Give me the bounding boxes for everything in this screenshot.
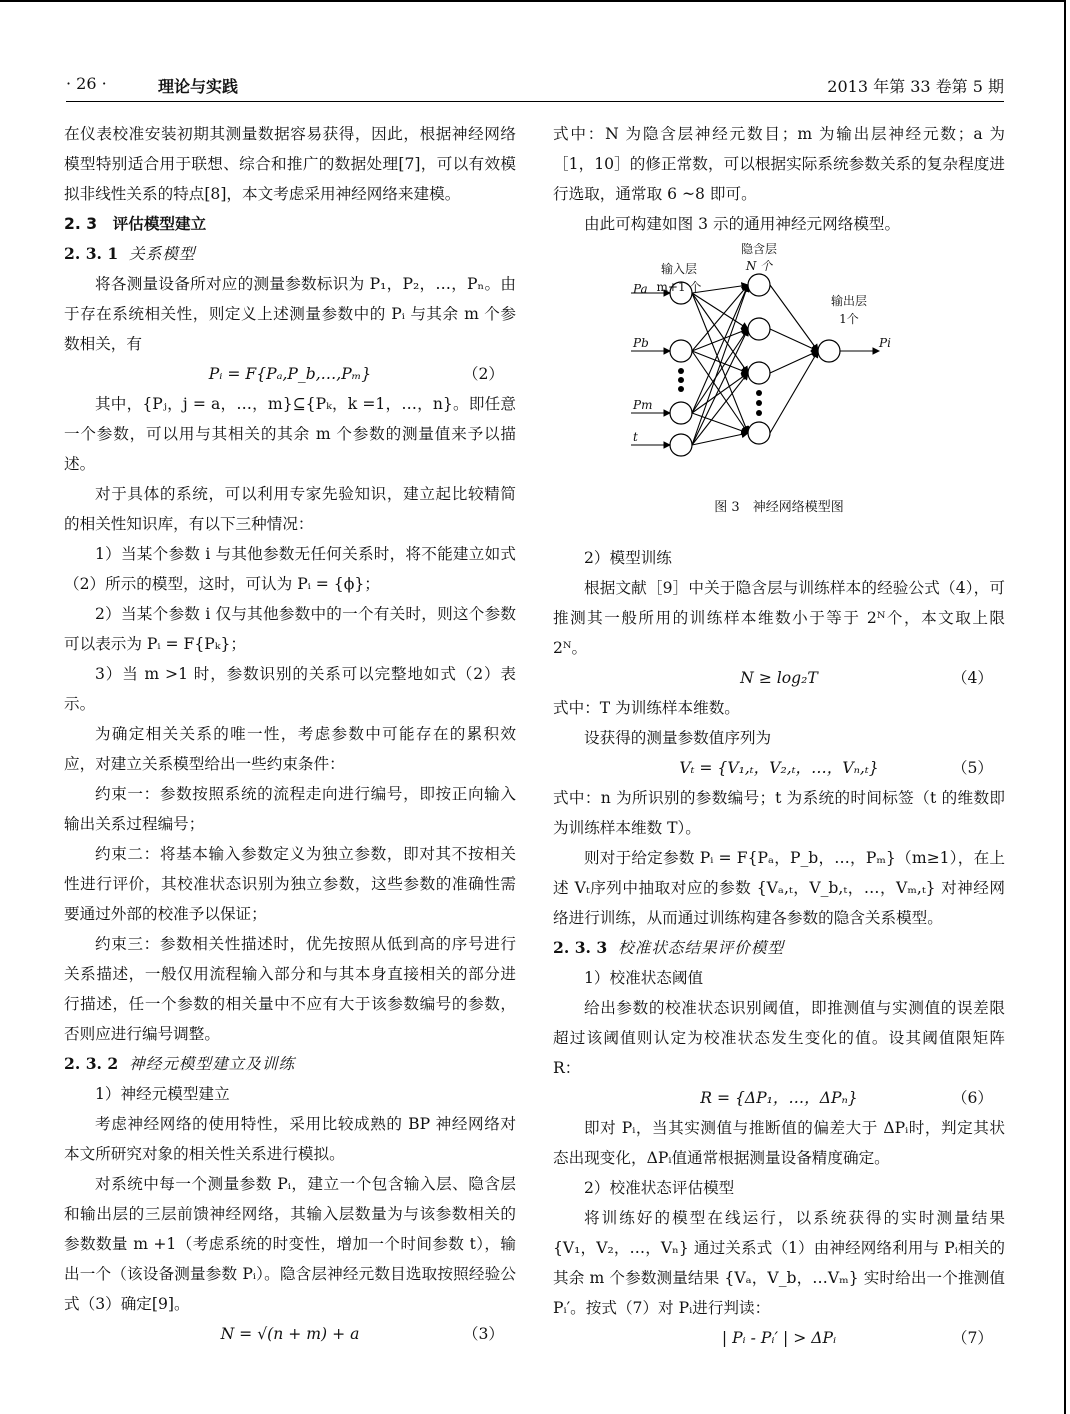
section-title: 神经元模型建立及训练 bbox=[129, 1055, 296, 1073]
constraint-item: 约束二：将基本输入参数定义为独立参数，即对其不按相关性进行评价，其校准状态识别为独立参数，这些参数的准确性需要通过外部的校准予以保证； bbox=[64, 845, 516, 923]
page-header bbox=[66, 74, 1004, 100]
section-heading-2-3-1 bbox=[64, 239, 516, 269]
input-neuron bbox=[670, 434, 692, 456]
hidden-neuron bbox=[748, 274, 770, 296]
paragraph: 式中：n 为所识别的参数编号；t 为系统的时间标签（t 的维数即为训练样本维数 T）。 bbox=[553, 789, 1005, 837]
equation-formula: N = √(n + m) + a bbox=[220, 1325, 360, 1343]
weight-edge bbox=[770, 351, 818, 373]
paragraph: 考虑神经网络的使用特性，采用比较成熟的 BP 神经网络对本文所研究对象的相关性关系进行模拟。 bbox=[64, 1115, 516, 1163]
input-pm-label: Pm bbox=[633, 398, 653, 412]
section-heading-2-3: 2. 3 评估模型建立 bbox=[64, 215, 207, 233]
paragraph: 为确定相关关系的唯一性，考虑参数中可能存在的累积效应，对建立关系模型给出一些约束条件： bbox=[64, 725, 516, 773]
equation-formula: Vₜ = {V₁,ₜ，V₂,ₜ，…，Vₙ,ₜ} bbox=[679, 759, 879, 777]
weight-edge bbox=[692, 413, 748, 433]
list-item: 2）当某个参数 i 仅与其他参数中的一个有关时，则这个参数可以表示为 Pᵢ = F{Pₖ}； bbox=[64, 605, 516, 653]
input-pb-label: Pb bbox=[633, 336, 649, 350]
section-heading-2-3-3 bbox=[553, 933, 1005, 963]
paragraph: 根据文献［9］中关于隐含层与训练样本的经验公式（4），可推测其一般所用的训练样本维数小于等于 2ᴺ个，本文取上限 2ᴺ。 bbox=[553, 579, 1005, 657]
input-neuron bbox=[670, 340, 692, 362]
constraint-item: 约束三：参数相关性描述时，优先按照从低到高的序号进行关系描述，一般仅用流程输入部分和与其本身直接相关的部分进行描述，任一个参数的相关量中不应有大于该参数编号的参数，否则应进行编号调整。 bbox=[64, 935, 516, 1043]
figure-3 bbox=[553, 243, 1005, 543]
ellipsis-dot bbox=[678, 368, 684, 374]
section-number: 2. 3. 3 bbox=[553, 938, 608, 957]
ellipsis-dot bbox=[756, 390, 762, 396]
issue-info: 2013 年第 33 卷第 5 期 bbox=[827, 77, 1004, 96]
hidden-neuron bbox=[748, 362, 770, 384]
equation-formula: | Pᵢ - Pᵢ′ | > ΔPᵢ bbox=[721, 1329, 837, 1347]
paragraph: 对系统中每一个测量参数 Pᵢ，建立一个包含输入层、隐含层和输出层的三层前馈神经网络，其输入层数量为与该参数相关的参数数量 m +1（考虑系统的时变性，增加一个时间参数 t），输出一个（该设备测量参数 Pᵢ）。隐含层神经元数目选取按照经验公式（3）确定[9]。 bbox=[64, 1175, 516, 1313]
equation-number: （3） bbox=[462, 1325, 504, 1343]
constraint-item: 约束一：参数按照系统的流程走向进行编号，即按正向输入输出关系过程编号； bbox=[64, 785, 516, 833]
equation-5 bbox=[553, 753, 1005, 783]
equation-formula: N ≥ log₂T bbox=[740, 669, 818, 687]
paragraph: 式中：N 为隐含层神经元数目；m 为输出层神经元数；a 为［1，10］的修正常数，可以根据实际系统参数关系的复杂程度进行选取，通常取 6 ~8 即可。 bbox=[553, 125, 1005, 203]
hidden-layer-count: N 个 bbox=[745, 259, 773, 273]
section-number: 2. 3. 2 bbox=[64, 1054, 119, 1073]
figure-caption: 图 3 神经网络模型图 bbox=[714, 500, 844, 515]
equation-formula: Pᵢ = F{Pₐ,P_b,…,Pₘ} bbox=[208, 365, 372, 383]
neural-network-diagram bbox=[621, 243, 921, 483]
page-number: · 26 · bbox=[66, 74, 107, 93]
paragraph: 在仪表校准安装初期其测量数据容易获得，因此，根据神经网络模型特别适合用于联想、综合和推广的数据处理[7]，可以有效模拟非线性关系的特点[8]，本文考虑采用神经网络来建模。 bbox=[64, 125, 516, 203]
subheading: 2）校准状态评估模型 bbox=[584, 1179, 735, 1197]
right-border bbox=[1064, 0, 1066, 1414]
paragraph: 则对于给定参数 Pᵢ = F{Pₐ，P_b，…，Pₘ}（m≥1），在上述 Vₜ序列中抽取对应的参数 {Vₐ,ₜ，V_b,ₜ，…，Vₘ,ₜ} 对神经网络进行训练，从而通过训练构建各参数的隐含关系模型。 bbox=[553, 849, 1005, 927]
top-border bbox=[0, 0, 1066, 2]
paragraph: 由此可构建如图 3 示的通用神经元网络模型。 bbox=[584, 215, 901, 233]
equation-number: （6） bbox=[951, 1089, 993, 1107]
left-column bbox=[64, 119, 516, 1349]
output-layer-count: 1个 bbox=[839, 312, 859, 326]
input-t-label: t bbox=[633, 430, 638, 444]
input-layer-count: m+1 个 bbox=[656, 280, 702, 294]
paragraph: 给出参数的校准状态识别阈值，即推测值与实测值的误差限超过该阈值则认定为校准状态发生变化的值。设其阈值限矩阵 R： bbox=[553, 999, 1005, 1077]
equation-3 bbox=[64, 1319, 516, 1349]
list-item: 3）当 m >1 时，参数识别的关系可以完整地如式（2）表示。 bbox=[64, 665, 516, 713]
paragraph: 对于具体的系统，可以利用专家先验知识，建立起比较精简的相关性知识库，有以下三种情况： bbox=[64, 485, 516, 533]
equation-4 bbox=[553, 663, 1005, 693]
equation-number: （2） bbox=[462, 365, 504, 383]
hidden-layer-label: 隐含层 bbox=[740, 243, 778, 256]
list-item: 1）当某个参数 i 与其他参数无任何关系时，将不能建立如式（2）所示的模型，这时，可认为 Pᵢ = {ϕ}； bbox=[64, 545, 516, 593]
section-number: 2. 3. 1 bbox=[64, 244, 119, 263]
section-heading-2-3-2 bbox=[64, 1049, 516, 1079]
paragraph: 将训练好的模型在线运行，以系统获得的实时测量结果 {V₁，V₂，…，Vₙ} 通过关系式（1）由神经网络利用与 Pᵢ相关的其余 m 个参数测量结果 {Vₐ，V_b，…Vₘ} 实时给出一个推测值 Pᵢ′。按式（7）对 Pᵢ进行判读： bbox=[553, 1209, 1005, 1317]
paragraph: 将各测量设备所对应的测量参数标识为 P₁，P₂，…，Pₙ。由于存在系统相关性，则定义上述测量参数中的 Pᵢ 与其余 m 个参数相关，有 bbox=[64, 275, 516, 353]
paragraph: 其中，{Pⱼ，j = a，…，m}⊆{Pₖ，k =1，…，n}。即任意一个参数，可以用与其相关的其余 m 个参数的测量值来予以描述。 bbox=[64, 395, 516, 473]
section-title: 校准状态结果评价模型 bbox=[618, 939, 785, 957]
section-title: 关系模型 bbox=[129, 245, 196, 263]
input-neuron bbox=[670, 402, 692, 424]
paragraph: 设获得的测量参数值序列为 bbox=[584, 729, 772, 747]
paragraph: 即对 Pᵢ，当其实测值与推断值的偏差大于 ΔPᵢ时，判定其状态出现变化，ΔPᵢ值通常根据测量设备精度确定。 bbox=[553, 1119, 1005, 1167]
weight-edge bbox=[770, 329, 818, 351]
equation-number: （7） bbox=[951, 1329, 993, 1347]
equation-2 bbox=[64, 359, 516, 389]
equation-number: （5） bbox=[951, 759, 993, 777]
hidden-neuron bbox=[748, 422, 770, 444]
weight-edge bbox=[692, 351, 748, 373]
weight-edge bbox=[692, 329, 748, 445]
paragraph: 式中：T 为训练样本维数。 bbox=[553, 699, 740, 717]
journal-section: 理论与实践 bbox=[158, 77, 239, 96]
equation-7 bbox=[553, 1323, 1005, 1353]
equation-formula: R = {ΔP₁，…，ΔPₙ} bbox=[700, 1089, 858, 1107]
weight-edge bbox=[692, 293, 748, 329]
subheading: 1）神经元模型建立 bbox=[95, 1085, 230, 1103]
weight-edge bbox=[770, 351, 818, 433]
ellipsis-dot bbox=[756, 410, 762, 416]
equation-6 bbox=[553, 1083, 1005, 1113]
subheading: 2）模型训练 bbox=[584, 549, 672, 567]
input-layer-label: 输入层 bbox=[660, 262, 698, 276]
ellipsis-dot bbox=[678, 386, 684, 392]
header-rule bbox=[66, 101, 1004, 102]
output-pi-label: Pi bbox=[879, 336, 891, 350]
equation-number: （4） bbox=[951, 669, 993, 687]
output-neuron bbox=[818, 340, 840, 362]
right-column bbox=[553, 119, 1005, 1353]
hidden-neuron bbox=[748, 318, 770, 340]
weight-edge bbox=[692, 373, 748, 445]
subheading: 1）校准状态阈值 bbox=[584, 969, 704, 987]
input-pa-label: Pa bbox=[633, 282, 648, 296]
output-layer-label: 输出层 bbox=[830, 294, 868, 308]
weight-edge bbox=[770, 285, 818, 351]
ellipsis-dot bbox=[678, 377, 684, 383]
ellipsis-dot bbox=[756, 400, 762, 406]
